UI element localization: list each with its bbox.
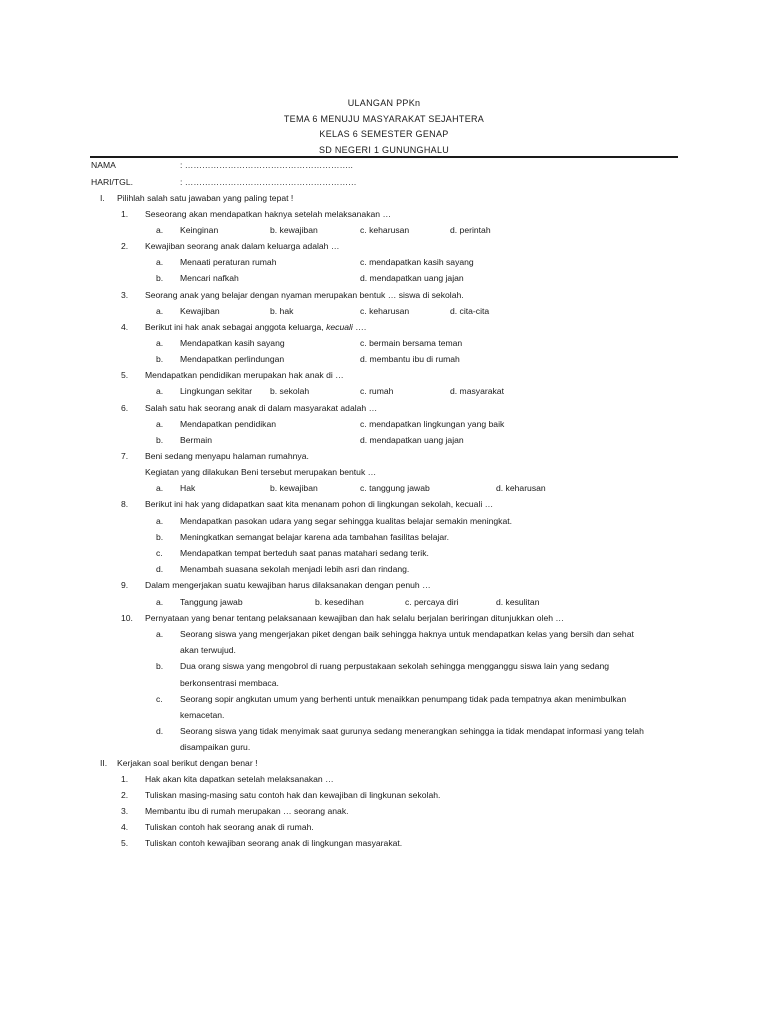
nama-label: NAMA bbox=[91, 160, 116, 170]
q7-b: b. kewajiban bbox=[270, 483, 318, 493]
essay-4-text: Tuliskan contoh hak seorang anak di rumah. bbox=[145, 822, 314, 832]
q4-b: Mendapatkan perlindungan bbox=[180, 354, 285, 364]
q2-text: Kewajiban seorang anak dalam keluarga adalah … bbox=[145, 241, 340, 251]
q10-number: 10. bbox=[121, 613, 133, 623]
q8-c: Mendapatkan tempat berteduh saat panas matahari sedang terik. bbox=[180, 548, 429, 558]
q10-d-label: d. bbox=[156, 726, 164, 736]
q6-a: Mendapatkan pendidikan bbox=[180, 419, 277, 429]
q9-a-label: a. bbox=[156, 597, 164, 607]
q3-c: c. keharusan bbox=[360, 306, 410, 316]
q8-a: Mendapatkan pasokan udara yang segar sehingga kualitas belajar semakin meningkat. bbox=[180, 516, 513, 526]
q6-d: d. mendapatkan uang jajan bbox=[360, 435, 464, 445]
exam-title: ULANGAN PPKn bbox=[347, 98, 421, 108]
section1-instruction: Pilihlah salah satu jawaban yang paling tepat ! bbox=[117, 193, 294, 203]
q10-c-line1: Seorang sopir angkutan umum yang berhenti untuk menaikkan penumpang tidak pada tempatnya akan menimbulkan bbox=[180, 694, 627, 704]
q8-d: Menambah suasana sekolah menjadi lebih asri dan rindang. bbox=[180, 564, 410, 574]
q3-b: b. hak bbox=[270, 306, 294, 316]
q2-number: 2. bbox=[121, 241, 129, 251]
q3-text: Seorang anak yang belajar dengan nyaman merupakan bentuk … siswa di sekolah. bbox=[145, 290, 464, 300]
section2-number: II. bbox=[100, 758, 108, 768]
q8-b-label: b. bbox=[156, 532, 164, 542]
q2-d: d. mendapatkan uang jajan bbox=[360, 273, 464, 283]
essay-1-text: Hak akan kita dapatkan setelah melaksanakan … bbox=[145, 774, 334, 784]
q6-a-label: a. bbox=[156, 419, 164, 429]
q9-b: b. kesedihan bbox=[315, 597, 364, 607]
q10-b-line1: Dua orang siswa yang mengobrol di ruang perpustakaan sekolah sehingga mengganggu siswa lain yang sedang bbox=[180, 661, 610, 671]
q2-b: Mencari nafkah bbox=[180, 273, 239, 283]
q10-c-line2: kemacetan. bbox=[180, 710, 225, 720]
q3-a: Kewajiban bbox=[180, 306, 220, 316]
q4-d: d. membantu ibu di rumah bbox=[360, 354, 460, 364]
q1-number: 1. bbox=[121, 209, 129, 219]
q6-b-label: b. bbox=[156, 435, 164, 445]
q9-number: 9. bbox=[121, 580, 129, 590]
q10-a-line2: akan terwujud. bbox=[180, 645, 236, 655]
q7-d: d. keharusan bbox=[496, 483, 546, 493]
q2-c: c. mendapatkan kasih sayang bbox=[360, 257, 474, 267]
q8-d-label: d. bbox=[156, 564, 164, 574]
q10-b-label: b. bbox=[156, 661, 164, 671]
hari-label: HARI/TGL. bbox=[91, 177, 134, 187]
q8-number: 8. bbox=[121, 499, 129, 509]
q7-c: c. tanggung jawab bbox=[360, 483, 430, 493]
q1-a: Keinginan bbox=[180, 225, 219, 235]
q9-a: Tanggung jawab bbox=[180, 597, 243, 607]
school-title: SD NEGERI 1 GUNUNGHALU bbox=[318, 145, 450, 155]
q4-text bbox=[145, 321, 366, 333]
q7-text2: Kegiatan yang dilakukan Beni tersebut merupakan bentuk … bbox=[145, 467, 377, 477]
q10-a-label: a. bbox=[156, 629, 164, 639]
q4-number: 4. bbox=[121, 322, 129, 332]
q8-b: Meningkatkan semangat belajar karena ada tambahan fasilitas belajar. bbox=[180, 532, 449, 542]
q4-text-end: …. bbox=[352, 322, 367, 332]
q8-a-label: a. bbox=[156, 516, 164, 526]
q7-number: 7. bbox=[121, 451, 129, 461]
theme-title: TEMA 6 MENUJU MASYARAKAT SEJAHTERA bbox=[283, 114, 485, 124]
q10-text: Pernyataan yang benar tentang pelaksanaan kewajiban dan hak selalu berjalan beriringan ditunjukkan oleh … bbox=[145, 613, 564, 623]
section1-number: I. bbox=[100, 193, 105, 203]
q8-text: Berikut ini hak yang didapatkan saat kita menanam pohon di lingkungan sekolah, kecuali … bbox=[145, 499, 494, 509]
q3-d: d. cita-cita bbox=[450, 306, 490, 316]
essay-3-number: 3. bbox=[121, 806, 129, 816]
q4-b-label: b. bbox=[156, 354, 164, 364]
q7-text: Beni sedang menyapu halaman rumahnya. bbox=[145, 451, 309, 461]
q4-a: Mendapatkan kasih sayang bbox=[180, 338, 285, 348]
q10-d-line2: disampaikan guru. bbox=[180, 742, 251, 752]
nama-field: : ………………………………………………….. bbox=[180, 160, 353, 170]
q1-b: b. kewajiban bbox=[270, 225, 318, 235]
q6-b: Bermain bbox=[180, 435, 212, 445]
q6-text: Salah satu hak seorang anak di dalam masyarakat adalah … bbox=[145, 403, 378, 413]
q5-b: b. sekolah bbox=[270, 386, 310, 396]
q6-c: c. mendapatkan lingkungan yang baik bbox=[360, 419, 505, 429]
q5-a-label: a. bbox=[156, 386, 164, 396]
q4-text-main: Berikut ini hak anak sebagai anggota keluarga, bbox=[145, 322, 327, 332]
q3-a-label: a. bbox=[156, 306, 164, 316]
essay-4-number: 4. bbox=[121, 822, 129, 832]
q1-d: d. perintah bbox=[450, 225, 491, 235]
q2-a: Menaati peraturan rumah bbox=[180, 257, 277, 267]
q5-d: d. masyarakat bbox=[450, 386, 504, 396]
q10-d-line1: Seorang siswa yang tidak menyimak saat gurunya sedang menerangkan sehingga ia tidak mendapat informasi yang telah bbox=[180, 726, 644, 736]
essay-5-number: 5. bbox=[121, 838, 129, 848]
header-divider bbox=[90, 156, 678, 158]
class-title: KELAS 6 SEMESTER GENAP bbox=[319, 129, 449, 139]
essay-2-text: Tuliskan masing-masing satu contoh hak dan kewajiban di lingkunan sekolah. bbox=[145, 790, 441, 800]
q1-a-label: a. bbox=[156, 225, 164, 235]
q1-c: c. keharusan bbox=[360, 225, 410, 235]
essay-2-number: 2. bbox=[121, 790, 129, 800]
q5-number: 5. bbox=[121, 370, 129, 380]
q3-number: 3. bbox=[121, 290, 129, 300]
q4-a-label: a. bbox=[156, 338, 164, 348]
q4-c: c. bermain bersama teman bbox=[360, 338, 463, 348]
hari-field: : …………………………………………………… bbox=[180, 177, 357, 187]
essay-3-text: Membantu ibu di rumah merupakan … seorang anak. bbox=[145, 806, 349, 816]
section2-instruction: Kerjakan soal berikut dengan benar ! bbox=[117, 758, 258, 768]
q9-c: c. percaya diri bbox=[405, 597, 459, 607]
q10-b-line2: berkonsentrasi membaca. bbox=[180, 678, 279, 688]
q5-a: Lingkungan sekitar bbox=[180, 386, 253, 396]
q1-text: Seseorang akan mendapatkan haknya setelah melaksanakan … bbox=[145, 209, 392, 219]
q5-c: c. rumah bbox=[360, 386, 394, 396]
q10-c-label: c. bbox=[156, 694, 163, 704]
q9-d: d. kesulitan bbox=[496, 597, 540, 607]
q10-a-line1: Seorang siswa yang mengerjakan piket dengan baik sehingga haknya untuk mendapatkan kelas yang bersih dan sehat bbox=[180, 629, 634, 639]
q7-a-label: a. bbox=[156, 483, 164, 493]
q5-text: Mendapatkan pendidikan merupakan hak anak di … bbox=[145, 370, 344, 380]
q6-number: 6. bbox=[121, 403, 129, 413]
q7-a: Hak bbox=[180, 483, 196, 493]
q2-b-label: b. bbox=[156, 273, 164, 283]
q4-text-emphasis: kecuali bbox=[326, 322, 353, 332]
q8-c-label: c. bbox=[156, 548, 163, 558]
q2-a-label: a. bbox=[156, 257, 164, 267]
essay-1-number: 1. bbox=[121, 774, 129, 784]
q9-text: Dalam mengerjakan suatu kewajiban harus dilaksanakan dengan penuh … bbox=[145, 580, 431, 590]
essay-5-text: Tuliskan contoh kewajiban seorang anak di lingkungan masyarakat. bbox=[145, 838, 403, 848]
